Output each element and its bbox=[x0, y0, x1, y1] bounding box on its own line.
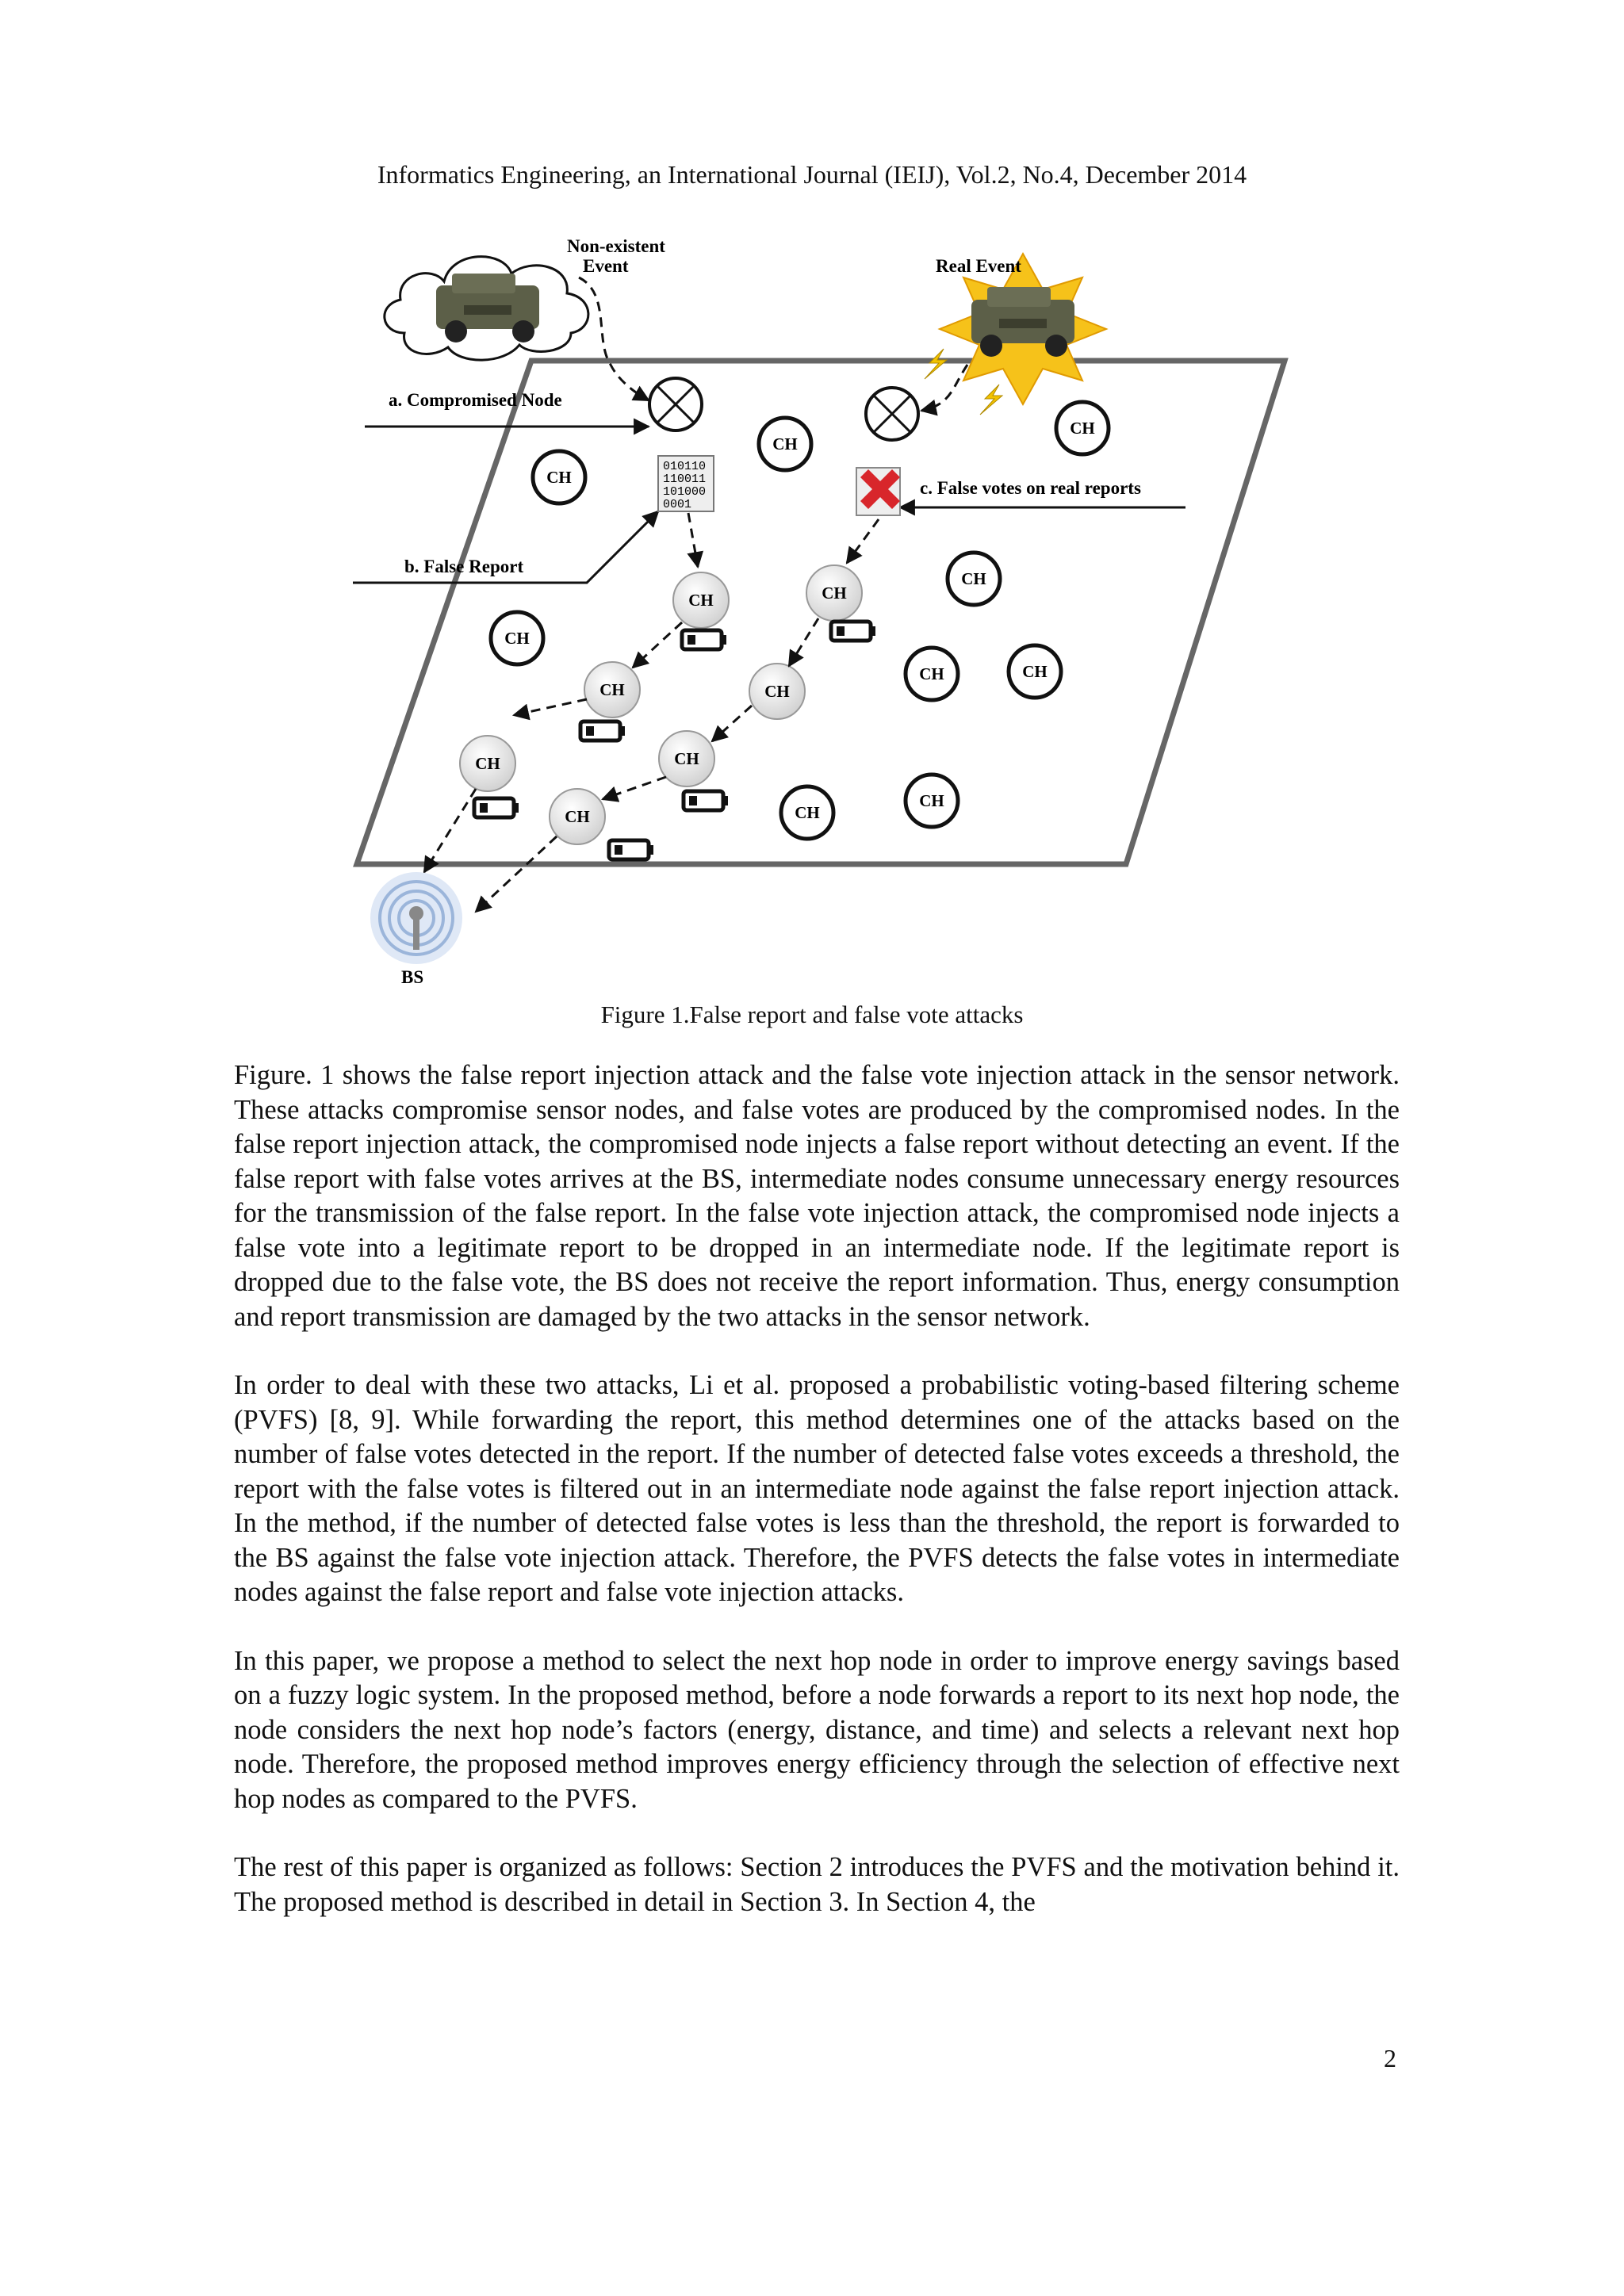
paragraph-1: Figure. 1 shows the false report injection attack and the false vote injection attack in the sensor network. These attacks compromise sensor nodes, and false votes are produced by the compromised nodes. In the false report injection attack, the compromised node injects a false report without detecting an event. If the false report with false votes arrives at the BS, intermediate nodes consume unnecessary energy resources for the transmission of the false report. In the false vote injection attack, the compromised node injects a false vote into a legitimate report to be dropped in an intermediate node. If the legitimate report is dropped due to the false vote, the BS does not receive the report information. Thus, energy consumption and report transmission are damaged by the two attacks in the sensor network. bbox=[234, 1060, 1400, 1332]
ch-node bbox=[948, 553, 1000, 605]
battery-icon bbox=[682, 630, 726, 649]
ch-node bbox=[1056, 402, 1109, 454]
svg-text:CH: CH bbox=[688, 591, 714, 610]
ch-node bbox=[533, 451, 585, 503]
binary-line: 110011 bbox=[663, 473, 707, 486]
battery-icon bbox=[580, 721, 625, 740]
svg-text:CH: CH bbox=[546, 468, 572, 487]
svg-text:CH: CH bbox=[504, 629, 530, 648]
ch-node bbox=[781, 786, 833, 839]
ch-node-path bbox=[584, 662, 640, 718]
svg-text:CH: CH bbox=[1070, 419, 1095, 438]
svg-text:CH: CH bbox=[674, 749, 699, 768]
svg-text:CH: CH bbox=[599, 680, 625, 699]
ch-node-path bbox=[460, 736, 515, 791]
svg-text:CH: CH bbox=[919, 791, 944, 810]
battery-icon bbox=[684, 791, 728, 810]
compromised-node-1 bbox=[649, 378, 702, 430]
ch-node-path bbox=[749, 664, 805, 719]
compromised-node-label: a. Compromised Node bbox=[389, 390, 562, 410]
ch-node bbox=[491, 612, 543, 664]
ch-node bbox=[1009, 645, 1061, 698]
base-station-label: BS bbox=[401, 967, 424, 987]
non-existent-event-cloud bbox=[385, 257, 588, 361]
journal-header: Informatics Engineering, an International Journal (IEIJ), Vol.2, No.4, December 2014 bbox=[377, 160, 1247, 189]
binary-line: 010110 bbox=[663, 460, 707, 473]
svg-text:CH: CH bbox=[961, 569, 986, 588]
lightning-icon bbox=[980, 385, 1002, 415]
svg-text:CH: CH bbox=[1022, 662, 1048, 681]
ch-node bbox=[906, 775, 958, 827]
battery-icon bbox=[831, 622, 875, 641]
figure-caption: Figure 1.False report and false vote attacks bbox=[600, 1001, 1024, 1028]
svg-text:CH: CH bbox=[822, 584, 847, 603]
svg-text:CH: CH bbox=[764, 682, 790, 701]
false-vote-document-icon bbox=[856, 468, 900, 515]
false-report-document-icon bbox=[658, 456, 714, 511]
lightning-icon bbox=[925, 349, 947, 379]
svg-text:CH: CH bbox=[565, 807, 590, 826]
false-votes-label: c. False votes on real reports bbox=[920, 478, 1141, 498]
compromised-node-2 bbox=[866, 388, 918, 440]
svg-text:CH: CH bbox=[919, 664, 944, 683]
non-existent-event-label-1: Non-existent bbox=[567, 236, 665, 256]
binary-line: 101000 bbox=[663, 485, 707, 499]
ch-node bbox=[906, 648, 958, 700]
paragraph-4: The rest of this paper is organized as follows: Section 2 introduces the PVFS and the motivation behind it. The proposed method is described in detail in Section 3. In Section 4, the bbox=[234, 1852, 1400, 1917]
ch-node-path bbox=[659, 731, 714, 786]
svg-text:CH: CH bbox=[772, 434, 798, 453]
ch-node-path bbox=[673, 572, 729, 628]
paragraph-3: In this paper, we propose a method to select the next hop node in order to improve energy savings based on a fuzzy logic system. In the proposed method, before a node forwards a report to its next hop node, the node considers the next hop node’s factors (energy, distance, and time) and selects a relevant next hop node. Therefore, the proposed method improves energy efficiency through the selection of effective next hop nodes as compared to the PVFS. bbox=[234, 1645, 1400, 1814]
ch-node bbox=[759, 418, 811, 470]
body-text bbox=[234, 1058, 1400, 1954]
battery-icon bbox=[609, 840, 653, 859]
battery-icon bbox=[474, 798, 519, 817]
non-existent-event-label-2: Event bbox=[583, 256, 629, 276]
false-report-label: b. False Report bbox=[404, 557, 524, 576]
real-event-burst bbox=[940, 254, 1106, 404]
binary-line: 0001 bbox=[663, 498, 692, 511]
ch-node-path bbox=[550, 789, 605, 844]
paragraph-2: In order to deal with these two attacks, Li et al. proposed a probabilistic voting-based filtering scheme (PVFS) [8, 9]. While forwarding the report, this method determines one of the attacks based on the number of false votes detected in the report. If the number of detected false votes exceeds a threshold, the report with the false votes is filtered out in an intermediate node against the false report injection attack. In the method, if the number of detected false votes is less than the threshold, the report is forwarded to the BS against the false vote injection attack. Therefore, the PVFS detects the false votes in intermediate nodes against the false report and false vote injection attacks. bbox=[234, 1370, 1400, 1607]
svg-text:CH: CH bbox=[795, 803, 820, 822]
page-number: 2 bbox=[1384, 2044, 1396, 2072]
ch-node-path bbox=[806, 565, 862, 621]
svg-text:CH: CH bbox=[475, 754, 500, 773]
real-event-label: Real Event bbox=[936, 256, 1021, 276]
base-station-icon bbox=[370, 872, 462, 964]
figure-1 bbox=[333, 230, 1300, 999]
